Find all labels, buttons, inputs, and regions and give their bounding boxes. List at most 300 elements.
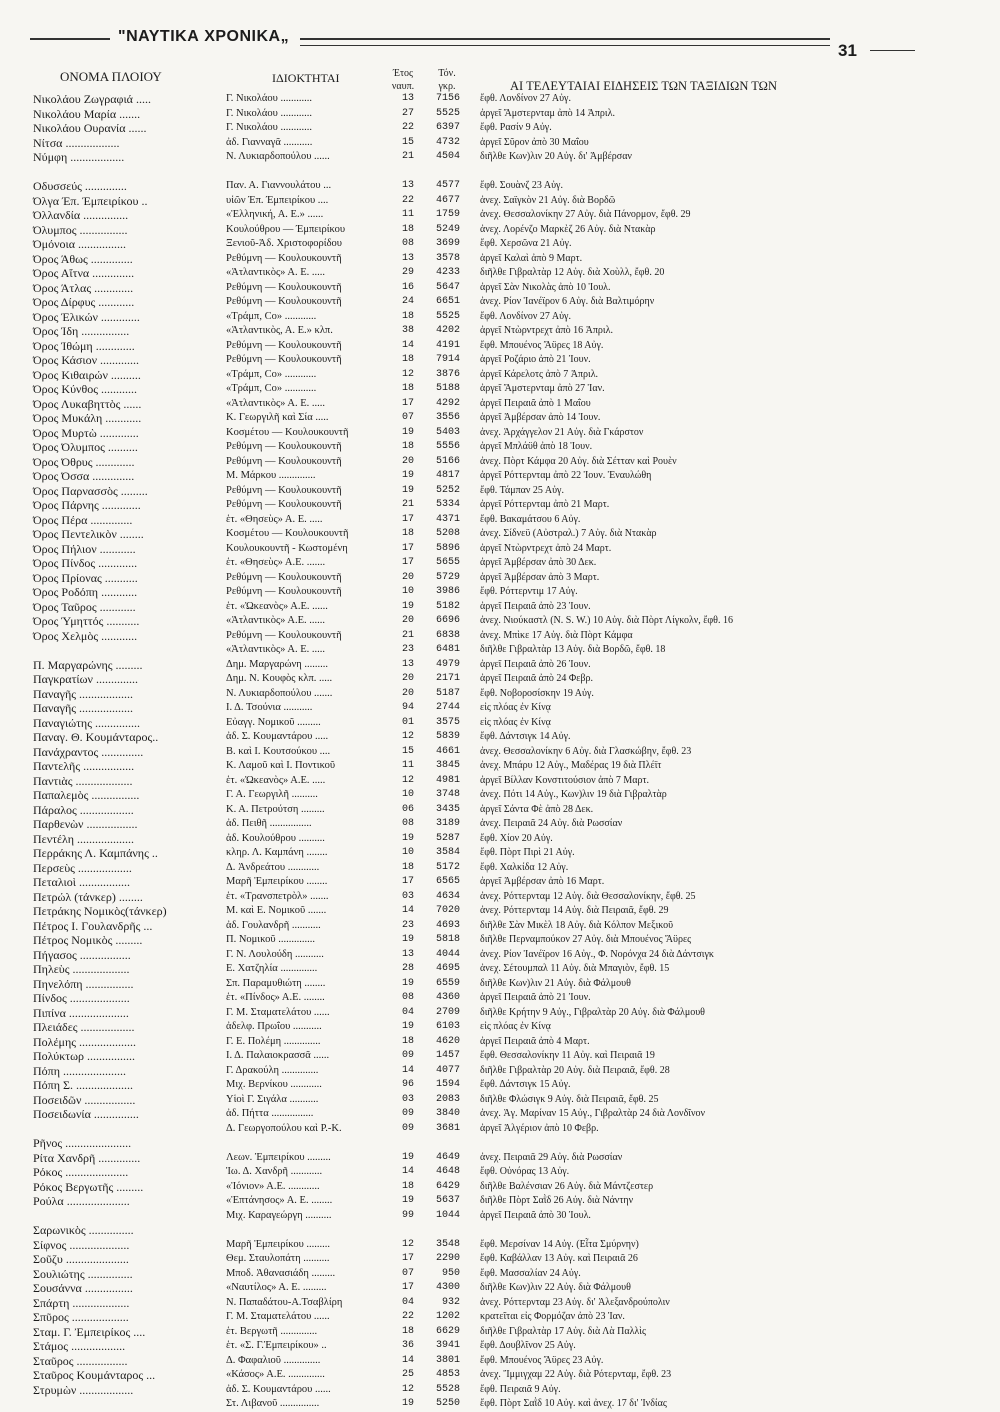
ship-name: Ποσειδῶν ................. <box>33 1092 136 1107</box>
gross-tonnage: 1044 <box>435 1209 460 1221</box>
ship-name: Σπῦρος ................... <box>33 1310 129 1324</box>
table-row <box>0 1165 1000 1180</box>
gross-tonnage: 6696 <box>435 615 460 626</box>
gross-tonnage: 4648 <box>435 1166 460 1177</box>
build-year: 99 <box>401 1209 414 1221</box>
ship-table <box>0 92 1000 1412</box>
build-year: 13 <box>401 252 414 264</box>
column-header-ship: ΟΝΟΜΑ ΠΛΟΙΟΥ <box>60 69 162 84</box>
owner-name: ἀδ. Γουλανδρῆ ........... <box>226 919 321 931</box>
gross-tonnage: 5172 <box>435 861 460 873</box>
table-row <box>0 933 1000 948</box>
voyage-news: ἀργεῖ Καλαὶ ἀπὸ 9 Μαρτ. <box>480 252 583 264</box>
voyage-news: ἀργεῖ Ἄμστερνταμ ἀπὸ 27 Ἰαν. <box>480 383 605 394</box>
build-year: 20 <box>401 571 414 583</box>
owner-name: Κουλουκουντῆ - Κωστομένη <box>226 542 348 554</box>
voyage-news: διῆλθε Γιβραλτὰρ 12 Αὐγ. διὰ Χοὺλλ, ἔφθ. 20 <box>480 267 665 278</box>
owner-name: υἱῶν Έπ. Έμπειρίκου .... <box>226 194 329 206</box>
ship-name: Νίτσα .................. <box>33 135 120 150</box>
voyage-news: ἀργεῖ Ντὼρντρεχτ ἀπὸ 24 Μαρτ. <box>480 542 612 554</box>
voyage-news: ἀργεῖ Ἀμβέρσαν ἀπὸ 3 Μαρτ. <box>480 571 600 583</box>
table-row <box>0 295 1000 310</box>
voyage-news: διῆλθε Γιβραλτὰρ 20 Αὐγ. διὰ Πειραιᾶ, ἔφθ. 28 <box>480 1064 670 1076</box>
voyage-news: ἔφθ. Λονδίνον 27 Αὐγ. <box>480 310 571 322</box>
gross-tonnage: 7914 <box>435 354 460 365</box>
build-year: 09 <box>401 1108 414 1119</box>
gross-tonnage: 2290 <box>435 1253 460 1264</box>
build-year: 01 <box>401 716 414 728</box>
owner-name: Θεμ. Σταυλοπάτη .......... <box>226 1253 330 1264</box>
table-row <box>0 672 1000 687</box>
ship-name: Π. Μαργαρώνης ......... <box>33 657 143 672</box>
build-year: 18 <box>401 441 414 452</box>
owner-name: Ε. Χατζηλία .............. <box>226 963 318 974</box>
build-year: 15 <box>401 745 414 757</box>
gross-tonnage: 2083 <box>435 1093 460 1105</box>
ship-name: Νικολάου Μαρία ....... <box>33 106 141 121</box>
owner-name: ἀδ. Γιανναγᾶ ........... <box>226 136 313 148</box>
table-row <box>0 556 1000 571</box>
owner-name: Κοσμέτου — Κουλουκουντῆ <box>226 426 349 438</box>
build-year: 08 <box>401 238 414 249</box>
gross-tonnage: 3840 <box>435 1108 460 1119</box>
gross-tonnage: 5250 <box>435 1398 460 1409</box>
table-row <box>0 513 1000 528</box>
voyage-news: εἰς πλόας ἐν Κίνᾳ <box>480 1021 551 1032</box>
owner-name: Ξενιοῦ-Ἀδ. Χριστοφορίδου <box>226 238 343 249</box>
gross-tonnage: 3699 <box>435 238 460 249</box>
owner-name: Γ. Δρακούλη .............. <box>226 1064 319 1076</box>
gross-tonnage: 5896 <box>435 542 460 554</box>
build-year: 17 <box>401 876 414 887</box>
build-year: 24 <box>401 296 414 307</box>
ship-name: Όρος Ίθώμη ............. <box>33 338 135 353</box>
gross-tonnage: 4695 <box>435 963 460 974</box>
gross-tonnage: 5166 <box>435 455 460 467</box>
table-row <box>0 353 1000 368</box>
owner-name: Ρεθύμνη — Κουλουκουντῆ <box>226 252 342 264</box>
gross-tonnage: 3575 <box>435 716 460 728</box>
owner-name: Μιχ. Βερνίκου ............ <box>226 1079 322 1090</box>
gross-tonnage: 932 <box>441 1296 460 1308</box>
build-year: 19 <box>401 426 414 438</box>
build-year: 08 <box>401 992 414 1003</box>
table-row <box>0 585 1000 600</box>
gross-tonnage: 5556 <box>435 441 460 452</box>
table-row <box>0 904 1000 919</box>
owner-name: Π. Νομικοῦ .............. <box>226 934 316 945</box>
ship-name: Όλλανδία ............... <box>33 208 129 222</box>
build-year: 18 <box>401 1180 414 1192</box>
ship-name: Όρος Πάρνης ............. <box>33 498 141 512</box>
voyage-news: ἔφθ. Θεσσαλονίκην 11 Αὐγ. καὶ Πειραιᾶ 19 <box>480 1050 655 1061</box>
table-row <box>0 745 1000 760</box>
table-row <box>0 1209 1000 1224</box>
table-row <box>0 324 1000 339</box>
voyage-news: ἀργεῖ Πειραιᾶ ἀπὸ 21 Ἰουν. <box>480 992 591 1003</box>
column-header-year: Έτος ναυπ. <box>391 68 415 92</box>
owner-name: Δ. Φαφαλιοῦ .............. <box>226 1354 321 1366</box>
owner-name: Γ. Ν. Λουλούδη ........... <box>226 948 324 960</box>
ship-name: Σπάρτη ................... <box>33 1295 130 1310</box>
owner-name: ἀδ. Πήττα ................ <box>226 1108 314 1119</box>
build-year: 16 <box>401 281 414 293</box>
build-year: 17 <box>401 557 414 568</box>
build-year: 96 <box>401 1079 414 1090</box>
table-row <box>0 1325 1000 1340</box>
owner-name: Ι. Δ. Παλαιοκρασσᾶ ...... <box>226 1050 330 1061</box>
ship-name: Νύμφη .................. <box>33 150 125 164</box>
table-row <box>0 1383 1000 1398</box>
table-row <box>0 1354 1000 1369</box>
table-row <box>0 890 1000 905</box>
gross-tonnage: 5188 <box>435 383 460 394</box>
build-year: 19 <box>401 1021 414 1032</box>
ship-name: Όλγα Έπ. Έμπειρίκου .. <box>33 193 148 208</box>
owner-name: Ρεθύμνη — Κουλουκουντῆ <box>226 629 342 641</box>
gross-tonnage: 5187 <box>435 687 460 699</box>
ship-name: Παναγιώτης ............... <box>33 715 140 730</box>
table-row <box>0 1368 1000 1383</box>
gross-tonnage: 4661 <box>435 745 460 757</box>
table-row <box>0 411 1000 426</box>
build-year: 13 <box>401 948 414 960</box>
table-row <box>0 1122 1000 1137</box>
header-rule-left <box>30 38 110 40</box>
table-row <box>0 948 1000 963</box>
owner-name: Υἱοὶ Γ. Σιγάλα ........... <box>226 1093 319 1105</box>
gross-tonnage: 3548 <box>435 1238 460 1250</box>
build-year: 22 <box>401 1311 414 1322</box>
build-year: 20 <box>401 615 414 626</box>
gross-tonnage: 1759 <box>435 209 460 220</box>
table-row <box>0 136 1000 151</box>
owner-name: ἑτ. Βεργωτῆ .............. <box>226 1325 318 1337</box>
owner-name: Ρεθύμνη — Κουλουκουντῆ <box>226 586 342 597</box>
gross-tonnage: 5839 <box>435 731 460 742</box>
owner-name: «Ἀτλαντικὸς» Α. Ε. ..... <box>226 644 326 655</box>
voyage-news: ἀργεῖ Βίλλαν Κονστιτούσιον ἀπὸ 7 Μαρτ. <box>480 774 650 786</box>
voyage-news: ἀνεχ. Πὸρτ Κάμφα 20 Αὐγ. διὰ Σέτταν καὶ Ρουὲν <box>480 455 677 467</box>
table-row <box>0 1020 1000 1035</box>
gross-tonnage: 5403 <box>435 426 460 438</box>
ship-name: Όρος Πέρα .............. <box>33 512 133 527</box>
table-row <box>0 1151 1000 1166</box>
owner-name: «Τράμπ, Co» ............ <box>226 368 317 380</box>
ship-name: Πόπη Σ. ................... <box>33 1078 133 1092</box>
build-year: 25 <box>401 1369 414 1380</box>
owner-name: ἑτ. «Ὠκεανὸς» Α.Ε. ..... <box>226 774 326 786</box>
ship-name: Πετρώλ (τάνκερ) ........ <box>33 889 143 904</box>
ship-name: Όλυμπος ................ <box>33 222 128 237</box>
owner-name: ἑτ. «Σ. Γ.Ἐμπειρίκου» .. <box>226 1340 327 1351</box>
table-row <box>0 498 1000 513</box>
owner-name: ἀδ. Πειθῆ ................ <box>226 818 312 829</box>
build-year: 11 <box>401 209 414 220</box>
voyage-news: ἀνεχ. Θεσσαλονίκην 6 Αὐγ. διὰ Γλασκώβην, ἔφθ. 23 <box>480 745 692 757</box>
table-row <box>0 788 1000 803</box>
table-row <box>0 426 1000 441</box>
table-row <box>0 1238 1000 1253</box>
voyage-news: ἀργεῖ Πειραιᾶ ἀπὸ 24 Φεβρ. <box>480 673 594 684</box>
table-row <box>0 1267 1000 1282</box>
voyage-news: διῆλθε Περναμπούκον 27 Αὐγ. διὰ Μπουένος Ἄϋρες <box>480 934 692 945</box>
voyage-news: διῆλθε Βαλένσιαν 26 Αὐγ. διὰ Μάντζεστερ <box>480 1180 654 1192</box>
ship-name: Πόπη ..................... <box>33 1063 126 1078</box>
build-year: 19 <box>401 470 414 481</box>
gross-tonnage: 4677 <box>435 194 460 206</box>
ship-name: Παναγῆς .................. <box>33 686 133 701</box>
voyage-news: διῆλθε Κρήτην 9 Αὐγ., Γιβραλτὰρ 20 Αὐγ. διὰ Φάλμουθ <box>480 1006 705 1018</box>
voyage-news: ἀνεχ. Σίδνεϋ (Αὐστραλ.) 7 Αὐγ. διὰ Ντακὰρ <box>480 528 657 539</box>
ship-name: Όρος Ροδόπη ............ <box>33 585 138 599</box>
gross-tonnage: 5729 <box>435 571 460 583</box>
table-row <box>0 1049 1000 1064</box>
build-year: 23 <box>401 644 414 655</box>
voyage-news: ἀργεῖ Ρόττερνταμ ἀπὸ 21 Μαρτ. <box>480 499 610 510</box>
voyage-news: ἔφθ. Δάντσιγκ 15 Αὐγ. <box>480 1079 571 1090</box>
voyage-news: διῆλθε Κων)λιν 22 Αὐγ. διὰ Φάλμουθ <box>480 1282 631 1293</box>
build-year: 06 <box>401 803 414 815</box>
gross-tonnage: 3556 <box>435 412 460 423</box>
owner-name: Λεων. Ἐμπειρίκου ......... <box>226 1151 331 1163</box>
voyage-news: ἀνεχ. Πειραιᾶ 29 Αὐγ. διὰ Ρωσσίαν <box>480 1151 623 1163</box>
gross-tonnage: 2709 <box>435 1006 460 1018</box>
build-year: 14 <box>401 1166 414 1177</box>
header-rule-page <box>870 50 915 51</box>
owner-name: ἑτ. «Πίνδος» Α.Ε. ........ <box>226 992 325 1003</box>
ship-name: Όρος Κάσιον ............. <box>33 353 140 367</box>
voyage-news: ἔφθ. Σουὰνζ 23 Αὐγ. <box>480 180 563 191</box>
ship-name: Όρος Άτλας ............. <box>33 280 134 295</box>
build-year: 15 <box>401 136 414 148</box>
table-row <box>0 1252 1000 1267</box>
owner-name: ἑτ. «Ὠκεανὸς» Α.Ε. ...... <box>226 600 328 612</box>
table-row <box>0 107 1000 122</box>
gross-tonnage: 5249 <box>435 223 460 235</box>
build-year: 14 <box>401 1354 414 1366</box>
owner-name: Ρεθύμνη — Κουλουκουντῆ <box>226 571 342 583</box>
gross-tonnage: 3578 <box>435 252 460 264</box>
table-row <box>0 759 1000 774</box>
voyage-news: ἀνεχ. Ρίον Ἰανέϊρον 6 Αὐγ. διὰ Βαλτιμόρην <box>480 296 655 307</box>
voyage-news: ἀνεχ. Ρόττερνταμ 14 Αὐγ. διὰ Πειραιᾶ, ἔφθ. 29 <box>480 905 669 916</box>
voyage-news: ἔφθ. Οὐνόρας 13 Αὐγ. <box>480 1166 570 1177</box>
build-year: 03 <box>401 890 414 902</box>
table-row <box>0 1339 1000 1354</box>
build-year: 04 <box>401 1296 414 1308</box>
voyage-news: ἀνεχ. Μπὶκε 17 Αὐγ. διὰ Πὸρτ Κάμφα <box>480 629 633 641</box>
owner-name: Κοσμέτου — Κουλουκουντῆ <box>226 528 349 539</box>
ship-name: Πέτρος Ι. Γουλανδρῆς ... <box>33 918 153 933</box>
voyage-news: ἔφθ. Ρασίν 9 Αὐγ. <box>480 122 552 133</box>
table-row <box>0 92 1000 107</box>
ship-name: Σαρωνικὸς ............... <box>33 1223 134 1237</box>
voyage-news: ἀνεχ. Ἴμμιγχαμ 22 Αὐγ. διὰ Ρότερνταμ, ἔφθ. 23 <box>480 1369 672 1380</box>
owner-name: «Ἀτλαντικὸς» Α.Ε. ...... <box>226 615 326 626</box>
ship-name: Ρῆνος ...................... <box>33 1136 132 1150</box>
gross-tonnage: 3584 <box>435 847 460 858</box>
gross-tonnage: 4044 <box>435 948 460 960</box>
build-year: 19 <box>401 600 414 612</box>
ship-name: Παντελῆς ................. <box>33 759 135 773</box>
ship-name: Στρυμὼν .................. <box>33 1382 134 1397</box>
owner-name: «Τράμπ, Co» ............ <box>226 383 317 394</box>
table-row <box>0 440 1000 455</box>
ship-name: Όμόνοια ................ <box>33 237 127 251</box>
voyage-news: ἀργεῖ Ντὼρντρεχτ ἀπὸ 16 Ἀπριλ. <box>480 325 613 336</box>
owner-name: «Ἀτλαντικὸς, Α. Ε.» κλπ. <box>226 325 333 336</box>
gross-tonnage: 3876 <box>435 368 460 380</box>
gross-tonnage: 2744 <box>435 702 460 713</box>
voyage-news: ἔφθ. Βακαμάτσου 6 Αὐγ. <box>480 513 581 525</box>
voyage-news: ἀνεχ. Σέτουμπαλ 11 Αὐγ. διὰ Μπαγιὸν, ἔφθ. 15 <box>480 963 670 974</box>
ship-name: Πανάχραντος .............. <box>33 744 144 759</box>
voyage-news: ἀργεῖ Σάντα Φὲ ἀπὸ 28 Δεκ. <box>480 803 594 815</box>
owner-name: Κ. Γεωργιλῆ καὶ Σία ..... <box>226 412 329 423</box>
ship-name: Παγκρατίων .............. <box>33 672 138 686</box>
voyage-news: ἀνεχ. Πειραιᾶ 24 Αὐγ. διὰ Ρωσσίαν <box>480 818 623 829</box>
voyage-news: διῆλθε Κων)λιν 21 Αὐγ. διὰ Φάλμουθ <box>480 977 631 989</box>
build-year: 17 <box>401 1282 414 1293</box>
voyage-news: ἀργεῖ Ἀμβέρσαν ἀπὸ 30 Δεκ. <box>480 557 597 568</box>
gross-tonnage: 6629 <box>435 1325 460 1337</box>
owner-name: Ἰω. Δ. Χανδρῆ ............ <box>226 1166 323 1177</box>
ship-name: Πιπίνα .................... <box>33 1005 129 1020</box>
ship-name: Πολύκτωρ ................ <box>33 1049 135 1063</box>
table-row <box>0 165 1000 180</box>
ship-name: Πίνδος .................... <box>33 991 130 1005</box>
gross-tonnage: 4371 <box>435 513 460 525</box>
table-row <box>0 1093 1000 1108</box>
owner-name: Γ. Νικολάου ............ <box>226 122 312 133</box>
voyage-news: κρατεῖται εἰς Φορμόζαν ἀπὸ 23 Ἰαν. <box>480 1311 625 1322</box>
gross-tonnage: 4693 <box>435 919 460 931</box>
ship-name: Σταῦρος ................. <box>33 1353 128 1368</box>
voyage-news: διῆλθε Γιβραλτὰρ 13 Αὐγ. διὰ Βορδῶ, ἔφθ. 18 <box>480 644 666 655</box>
build-year: 20 <box>401 673 414 684</box>
table-row <box>0 962 1000 977</box>
owner-name: «Ἀτλαντικὸς» Α. Ε. ..... <box>226 397 326 409</box>
owner-name: Ρεθύμνη — Κουλουκουντῆ <box>226 281 342 293</box>
gross-tonnage: 4360 <box>435 992 460 1003</box>
gross-tonnage: 4620 <box>435 1035 460 1047</box>
build-year: 38 <box>401 325 414 336</box>
gross-tonnage: 950 <box>441 1267 460 1279</box>
gross-tonnage: 5287 <box>435 832 460 844</box>
voyage-news: διῆλθε Γιβραλτὰρ 17 Αὐγ. διὰ Λὰ Παλλὶς <box>480 1325 646 1337</box>
build-year: 08 <box>401 818 414 829</box>
table-row <box>0 455 1000 470</box>
owner-name: Γ. Μ. Σταματελάτου ...... <box>226 1311 330 1322</box>
voyage-news: ἔφθ. Χαλκίδα 12 Αὐγ. <box>480 861 569 873</box>
gross-tonnage: 4853 <box>435 1369 460 1380</box>
table-row <box>0 1107 1000 1122</box>
build-year: 09 <box>401 1122 414 1134</box>
ship-name: Πετράκης Νομικὸς(τάνκερ) <box>33 904 167 918</box>
build-year: 19 <box>401 977 414 989</box>
voyage-news: ἀνεχ. Πότι 14 Αὐγ., Κων)λιν 19 διὰ Γιβραλτὰρ <box>480 789 667 800</box>
build-year: 20 <box>401 687 414 699</box>
build-year: 17 <box>401 513 414 525</box>
build-year: 10 <box>401 586 414 597</box>
gross-tonnage: 4300 <box>435 1282 460 1293</box>
table-row <box>0 194 1000 209</box>
voyage-news: ἀνεχ. Ἀρχάγγελον 21 Αὐγ. διὰ Γκάρστον <box>480 426 644 438</box>
ship-name: Πολέμης ................... <box>33 1034 136 1049</box>
gross-tonnage: 6103 <box>435 1021 460 1032</box>
table-row <box>0 1296 1000 1311</box>
build-year: 12 <box>401 1238 414 1250</box>
voyage-news: ἀργεῖ Ἀμβέρσαν ἀπὸ 16 Μαρτ. <box>480 876 605 887</box>
owner-name: «Τράμπ, Co» ............ <box>226 310 317 322</box>
ship-name: Παπαλεμὸς ................ <box>33 788 140 802</box>
ship-name: Όρος Όθρυς ............. <box>33 454 135 469</box>
gross-tonnage: 3986 <box>435 586 460 597</box>
gross-tonnage: 6559 <box>435 977 460 989</box>
gross-tonnage: 5528 <box>435 1383 460 1395</box>
build-year: 21 <box>401 629 414 641</box>
gross-tonnage: 3941 <box>435 1340 460 1351</box>
build-year: 19 <box>401 934 414 945</box>
ship-name: Όρος Ύμηττός ........... <box>33 614 140 628</box>
owner-name: Μαρῆ Ἐμπειρίκου ......... <box>226 1238 331 1250</box>
ship-name: Ρούλα ..................... <box>33 1194 130 1208</box>
build-year: 12 <box>401 774 414 786</box>
gross-tonnage: 4817 <box>435 470 460 481</box>
table-row <box>0 1223 1000 1238</box>
build-year: 22 <box>401 122 414 133</box>
voyage-news: ἀργεῖ Ἄμστερνταμ ἀπὸ 14 Ἀπριλ. <box>480 107 615 119</box>
voyage-news: ἔφθ. Πειραιᾶ 9 Αὐγ. <box>480 1383 561 1395</box>
ship-name: Όρος Πήλιον ............ <box>33 541 136 556</box>
build-year: 17 <box>401 397 414 409</box>
page-header <box>0 0 1000 70</box>
gross-tonnage: 4504 <box>435 151 460 162</box>
header-rule-right-lower <box>300 45 830 46</box>
build-year: 29 <box>401 267 414 278</box>
gross-tonnage: 4732 <box>435 136 460 148</box>
magazine-title: "ΝΑΥΤΙΚΑ ΧΡΟΝΙΚΑ„ <box>118 28 290 45</box>
build-year: 28 <box>401 963 414 974</box>
column-header-tons: Τόν. γκρ. <box>438 68 456 92</box>
build-year: 14 <box>401 1064 414 1076</box>
voyage-news: εἰς πλόας ἐν Κίνᾳ <box>480 716 551 728</box>
ship-name: Όρος Έλικών ............. <box>33 309 140 324</box>
voyage-news: ἀργεῖ Κάρελοτς ἀπὸ 7 Ἀπριλ. <box>480 368 599 380</box>
build-year: 27 <box>401 107 414 119</box>
table-row <box>0 730 1000 745</box>
voyage-news: ἀνεχ. Ρόττερνταμ 12 Αὐγ. διὰ Θεσσαλονίκην, ἔφθ. 25 <box>480 890 696 902</box>
table-row <box>0 919 1000 934</box>
owner-name: Ρεθύμνη — Κουλουκουντῆ <box>226 296 342 307</box>
gross-tonnage: 3435 <box>435 803 460 815</box>
voyage-news: ἔφθ. Χίον 20 Αὐγ. <box>480 832 553 844</box>
voyage-news: ἀργεῖ Ρόττερνταμ ἀπὸ 22 Ἰουν. Ἐναυλώθη <box>480 470 652 481</box>
ship-name: Στάμος .................. <box>33 1339 126 1353</box>
voyage-news: ἔφθ. Λονδίνον 27 Αὐγ. <box>480 93 571 104</box>
table-row <box>0 1310 1000 1325</box>
table-row <box>0 179 1000 194</box>
gross-tonnage: 6397 <box>435 122 460 133</box>
voyage-news: ἔφθ. Μερσίναν 14 Αὐγ. (Εἶτα Σμύρνην) <box>480 1238 639 1250</box>
gross-tonnage: 5655 <box>435 557 460 568</box>
voyage-news: ἀνεχ. Θεσσαλονίκην 27 Αὐγ. διὰ Πάνορμον, ἔφθ. 29 <box>480 209 691 220</box>
build-year: 21 <box>401 151 414 162</box>
gross-tonnage: 1594 <box>435 1079 460 1090</box>
build-year: 07 <box>401 412 414 423</box>
table-row <box>0 484 1000 499</box>
